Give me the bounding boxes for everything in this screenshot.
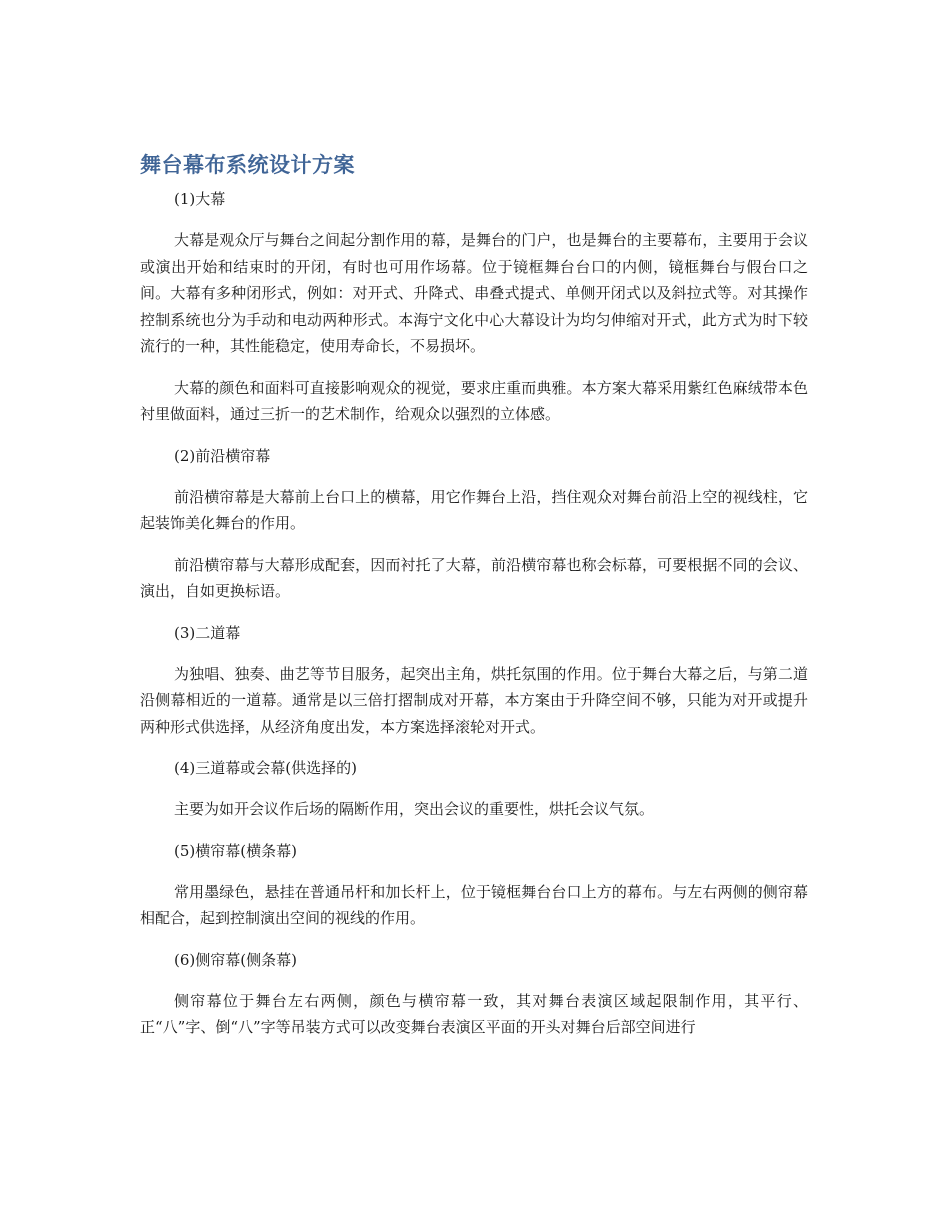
- section-heading: (1)大幕: [174, 190, 226, 208]
- paragraph: 主要为如开会议作后场的隔断作用，突出会议的重要性，烘托会议气氛。: [174, 800, 655, 818]
- section-heading: (5)横帘幕(横条幕): [174, 841, 297, 860]
- section-heading: (4)三道幕或会幕(供选择的): [174, 759, 357, 777]
- section-heading: (3)二道幕: [174, 623, 241, 642]
- paragraph: 为独唱、独奏、曲艺等节目服务，起突出主角，烘托氛围的作用。位于舞台大幕之后，与第二道沿侧幕相近的一道幕。通常是以三倍打摺制成对开幕，本方案由于升降空间不够，只能为对开或提升两种形式供选择，从经济角度出发，本方案选择滚轮对开式。: [140, 664, 808, 736]
- paragraph: 侧帘幕位于舞台左右两侧，颜色与横帘幕一致，其对舞台表演区域起限制作用，其平行、正“八”字、倒“八”字等吊装方式可以改变舞台表演区平面的开头对舞台后部空间进行: [140, 991, 808, 1036]
- document-title: 舞台幕布系统设计方案: [140, 153, 355, 177]
- document-page: [140, 150, 808, 1056]
- paragraph: 前沿横帘幕与大幕形成配套，因而衬托了大幕，前沿横帘幕也称会标幕，可要根据不同的会议、演出，自如更换标语。: [140, 555, 808, 600]
- paragraph: 常用墨绿色，悬挂在普通吊杆和加长杆上，位于镜框舞台台口上方的幕布。与左右两侧的侧帘幕相配合，起到控制演出空间的视线的作用。: [140, 882, 808, 927]
- paragraph: 大幕的颜色和面料可直接影响观众的视觉，要求庄重而典雅。本方案大幕采用紫红色麻绒带本色衬里做面料，通过三折一的艺术制作，给观众以强烈的立体感。: [140, 378, 808, 423]
- section-heading: (2)前沿横帘幕: [174, 446, 271, 465]
- section-heading: (6)侧帘幕(侧条幕): [174, 950, 297, 969]
- paragraph: 大幕是观众厅与舞台之间起分割作用的幕，是舞台的门户，也是舞台的主要幕布，主要用于会议或演出开始和结束时的开闭，有时也可用作场幕。位于镜框舞台台口的内侧，镜框舞台与假台口之间。大幕有多种闭形式，例如：对开式、升降式、串叠式提式、单侧开闭式以及斜拉式等。对其操作控制系统也分为手动和电动两种形式。本海宁文化中心大幕设计为均匀伸缩对开式，此方式为时下较流行的一种，其性能稳定，使用寿命长，不易损坏。: [140, 231, 808, 355]
- document-body: [140, 186, 808, 1041]
- paragraph: 前沿横帘幕是大幕前上台口上的横幕，用它作舞台上沿，挡住观众对舞台前沿上空的视线柱，它起装饰美化舞台的作用。: [140, 487, 808, 532]
